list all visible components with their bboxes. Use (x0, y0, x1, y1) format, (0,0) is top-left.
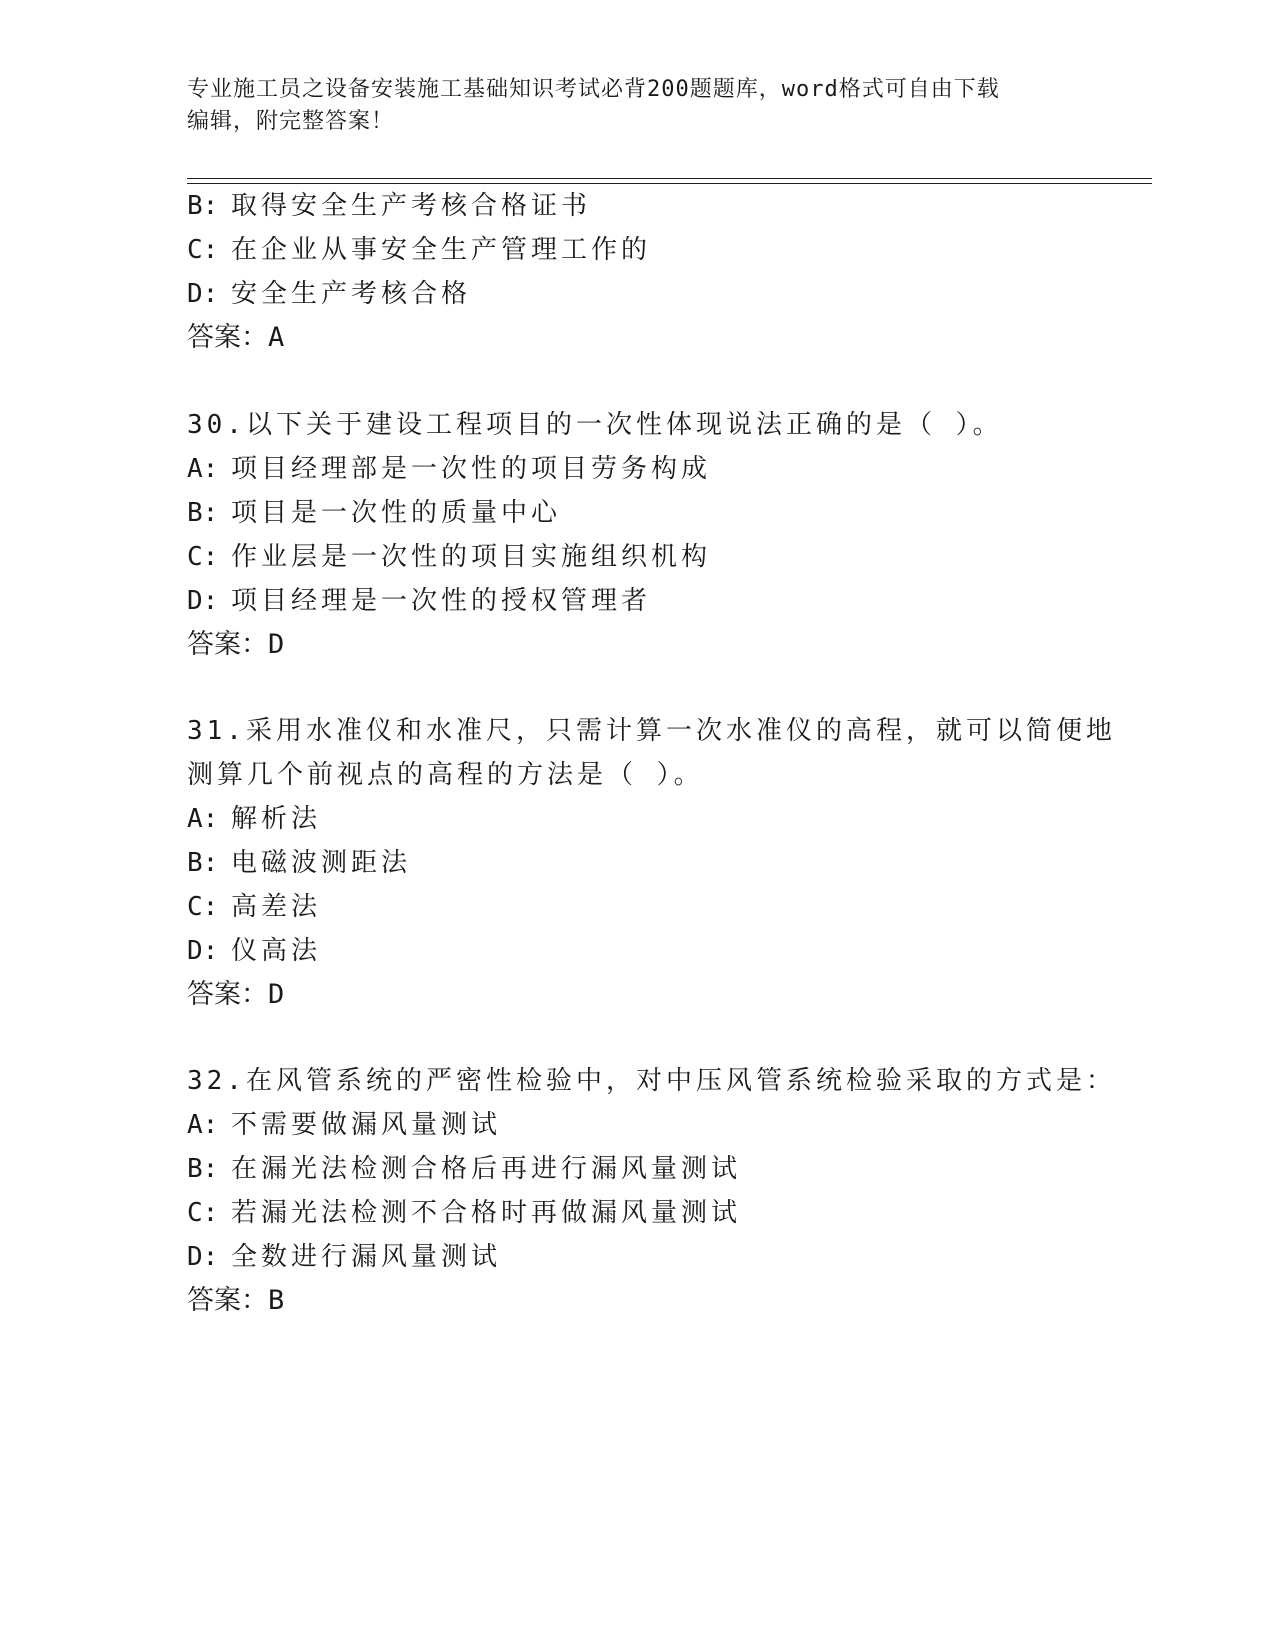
option-label: B: (187, 1154, 219, 1184)
option-row (187, 189, 591, 223)
option-label: C: (187, 235, 219, 265)
option-text: 项目是一次性的质量中心 (231, 498, 562, 528)
header-divider-bottom (187, 183, 1152, 184)
option-label: A: (187, 804, 219, 834)
option-row (187, 1196, 741, 1230)
option-text: 作业层是一次性的项目实施组织机构 (231, 542, 712, 572)
answer-label: 答案： (187, 1285, 268, 1316)
header-divider-top (187, 178, 1152, 179)
option-label: D: (187, 936, 219, 966)
question-text: 测算几个前视点的高程的方法是（ ）。 (187, 760, 704, 790)
option-label: D: (187, 279, 219, 309)
option-text: 安全生产考核合格 (231, 279, 472, 309)
option-text: 取得安全生产考核合格证书 (231, 191, 592, 221)
option-label: C: (187, 1198, 219, 1228)
option-row (187, 1240, 501, 1274)
answer-row (187, 978, 284, 1012)
option-label: B: (187, 498, 219, 528)
answer-label: 答案： (187, 629, 268, 660)
option-label: A: (187, 454, 219, 484)
option-text: 项目经理是一次性的授权管理者 (231, 586, 652, 616)
answer-label: 答案： (187, 322, 268, 353)
header-line-2: 编辑，附完整答案！ (187, 109, 395, 134)
option-row (187, 233, 651, 267)
option-text: 电磁波测距法 (231, 848, 412, 878)
option-text: 在企业从事安全生产管理工作的 (231, 235, 652, 265)
option-label: C: (187, 542, 219, 572)
option-label: A: (187, 1110, 219, 1140)
answer-row (187, 321, 284, 355)
option-text: 仪高法 (231, 936, 322, 966)
header-line-1: 专业施工员之设备安装施工基础知识考试必背200题题库，word格式可自由下载 (187, 77, 1000, 102)
option-text: 在漏光法检测合格后再进行漏风量测试 (231, 1154, 742, 1184)
option-row (187, 802, 321, 836)
option-row (187, 540, 711, 574)
option-row (187, 277, 471, 311)
option-row (187, 934, 321, 968)
option-text: 全数进行漏风量测试 (231, 1242, 502, 1272)
document-header (187, 74, 1067, 138)
option-row (187, 1108, 501, 1142)
option-row (187, 846, 411, 880)
option-text: 解析法 (231, 804, 322, 834)
question-text: 31.采用水准仪和水准尺，只需计算一次水准仪的高程，就可以简便地 (187, 716, 1116, 746)
option-row (187, 1152, 741, 1186)
option-label: D: (187, 586, 219, 616)
option-label: B: (187, 191, 219, 221)
answer-value: D (268, 629, 285, 660)
question-text: 30.以下关于建设工程项目的一次性体现说法正确的是（ ）。 (187, 410, 1003, 440)
option-row (187, 452, 711, 486)
answer-row (187, 628, 284, 662)
option-label: D: (187, 1242, 219, 1272)
option-row (187, 496, 561, 530)
answer-value: A (268, 322, 285, 353)
option-text: 若漏光法检测不合格时再做漏风量测试 (231, 1198, 742, 1228)
option-text: 高差法 (231, 892, 322, 922)
option-label: B: (187, 848, 219, 878)
question-text: 32.在风管系统的严密性检验中，对中压风管系统检验采取的方式是： (187, 1066, 1116, 1096)
option-label: C: (187, 892, 219, 922)
option-row (187, 890, 321, 924)
option-text: 不需要做漏风量测试 (231, 1110, 502, 1140)
answer-value: B (268, 1285, 285, 1316)
answer-value: D (268, 979, 285, 1010)
answer-label: 答案： (187, 979, 268, 1010)
answer-row (187, 1284, 284, 1318)
option-row (187, 584, 651, 618)
option-text: 项目经理部是一次性的项目劳务构成 (231, 454, 712, 484)
